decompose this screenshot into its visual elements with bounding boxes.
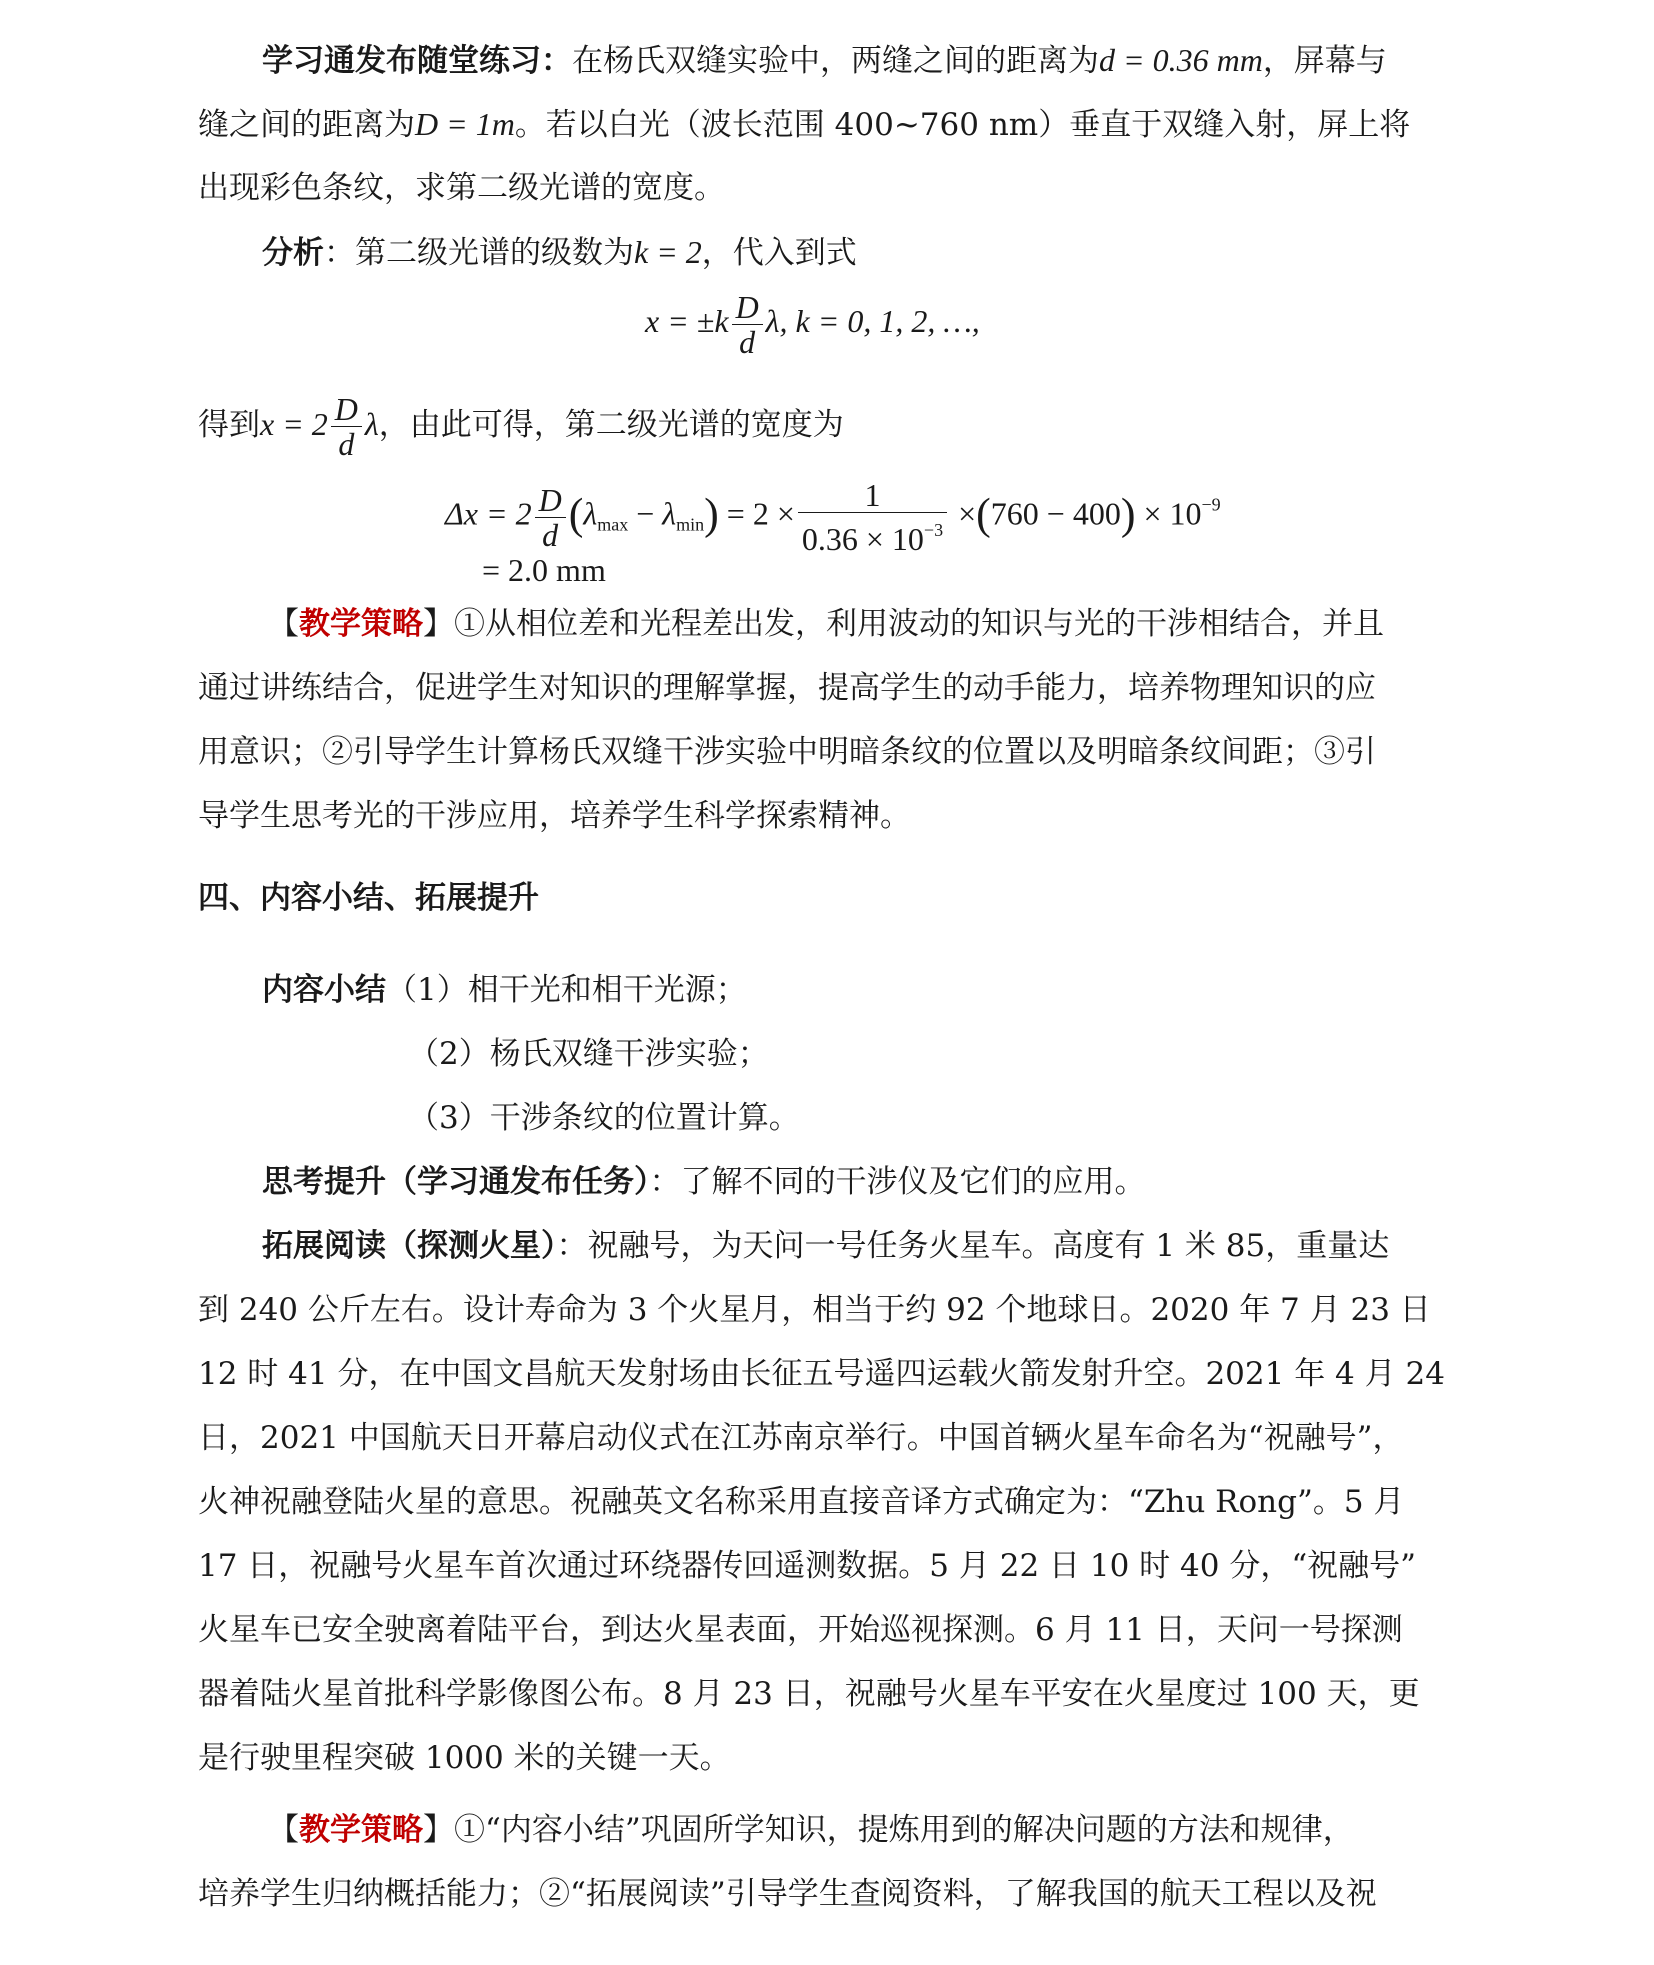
fraction-denominator: d [542, 516, 559, 553]
reading-line: 12 时 41 分，在中国文昌航天发射场由长征五号遥四运载火箭发射升空。2021 年 4 月 24 [198, 1356, 1445, 1392]
bracket: 】 [423, 1812, 454, 1848]
strategy-1-line-4: 导学生思考光的干涉应用，培养学生科学探索精神。 [198, 798, 911, 834]
fraction [798, 478, 947, 556]
strategy-2-line-2: 培养学生归纳概括能力；②“拓展阅读”引导学生查阅资料，了解我国的航天工程以及祝 [198, 1876, 1377, 1912]
reading-line: 火星车已安全驶离着陆平台，到达火星表面，开始巡视探测。6 月 11 日，天问一号探测 [198, 1612, 1403, 1648]
reading-line: 是行驶里程突破 1000 米的关键一天。 [198, 1740, 731, 1776]
fraction-numerator: D [732, 290, 763, 325]
summary-item: （1）相干光和相干光源； [386, 972, 747, 1008]
analysis-text: ，由此可得，第二级光谱的宽度为 [378, 407, 844, 443]
formula-operator: × 10 [1135, 495, 1202, 532]
thinking-label: 思考提升（学习通发布任务） [262, 1164, 650, 1200]
bracket: 【 [268, 606, 299, 642]
fraction-denominator: d [739, 324, 756, 360]
strategy-label: 教学策略 [299, 1812, 423, 1848]
formula-lhs: x = 2 [260, 406, 328, 442]
analysis-text: ：第二级光谱的级数为 [324, 235, 634, 271]
analysis-label: 分析 [262, 235, 324, 271]
exercise-line-1 [262, 40, 1387, 81]
exponent: −9 [1201, 494, 1221, 515]
lambda-min: λ [662, 495, 677, 532]
fraction-numerator: 1 [798, 478, 947, 513]
reading-line: 到 240 公斤左右。设计寿命为 3 个火星月，相当于约 92 个地球日。2020 年 7 月 23 日 [198, 1292, 1431, 1328]
order-value: k = 2 [634, 234, 702, 270]
exercise-text: ，屏幕与 [1262, 43, 1387, 79]
reading-line-1 [262, 1226, 1389, 1266]
strategy-label: 教学策略 [299, 606, 423, 642]
summary-item: （2）杨氏双缝干涉实验； [408, 1036, 769, 1072]
denominator-exponent: −3 [923, 520, 944, 540]
bracket: 【 [268, 1812, 299, 1848]
strategy-text: ①“内容小结”巩固所学知识，提炼用到的解决问题的方法和规律， [454, 1812, 1354, 1848]
subscript-max: max [597, 514, 629, 535]
screen-distance: D = 1m [415, 106, 515, 142]
formula-lhs: Δx = 2 [445, 495, 532, 532]
formula-operator: = 2 × [718, 495, 795, 532]
exercise-line-2 [198, 104, 1410, 145]
analysis-text: ，代入到式 [701, 235, 857, 271]
thinking-text: ：了解不同的干涉仪及它们的应用。 [649, 1164, 1146, 1200]
strategy-1-line-3: 用意识；②引导学生计算杨氏双缝干涉实验中明暗条纹的位置以及明暗条纹间距；③引 [198, 734, 1376, 770]
fraction-denominator: d [338, 426, 355, 462]
bracket: 】 [423, 606, 454, 642]
reading-line: 火神祝融登陆火星的意思。祝融英文名称采用直接音译方式确定为：“Zhu Rong”。5 月 [198, 1484, 1405, 1520]
analysis-line-1 [262, 232, 857, 273]
position-formula [645, 290, 980, 359]
lambda-max: λ [583, 495, 598, 532]
summary-line-1 [262, 970, 747, 1010]
fraction [535, 483, 566, 552]
exercise-text: 。若以白光（波长范围 400~760 nm）垂直于双缝入射，屏上将 [514, 107, 1411, 143]
formula-lhs: x = ±k [645, 302, 729, 339]
reading-line: 日，2021 中国航天日开幕启动仪式在江苏南京举行。中国首辆火星车命名为“祝融号”， [198, 1420, 1404, 1456]
subscript-min: min [676, 514, 705, 535]
formula-rhs: λ, k = 0, 1, 2, …, [765, 302, 980, 339]
exercise-text: 缝之间的距离为 [198, 107, 415, 143]
spectrum-width-formula: Δx = 2 $\frac{D}{d}$ $(\lambda_{max} - \lambda_{min}) = 2$ × $\frac{1}{0.36 \times 10^{-3}}$ $\times(760 - 400) \times 10^{-9}$ [445, 477, 1221, 557]
fraction-denominator [798, 513, 947, 556]
strategy-1-line-2: 通过讲练结合，促进学生对知识的理解掌握，提高学生的动手能力，培养物理知识的应 [198, 670, 1376, 706]
strategy-text: ①从相位差和光程差出发，利用波动的知识与光的干涉相结合，并且 [454, 606, 1384, 642]
reading-line: 器着陆火星首批科学影像图公布。8 月 23 日，祝融号火星车平安在火星度过 100 天，更 [198, 1676, 1420, 1712]
fraction [732, 290, 763, 359]
denominator-base: 0.36 × 10 [801, 521, 924, 557]
thinking-line [262, 1162, 1146, 1202]
fraction [331, 392, 362, 461]
spectrum-width-result: = 2.0 mm [482, 552, 606, 588]
wavelength-range: 760 − 400 [990, 495, 1121, 532]
summary-item: （3）干涉条纹的位置计算。 [408, 1100, 800, 1136]
minus-sign: − [628, 495, 663, 532]
strategy-2-line-1 [268, 1810, 1354, 1850]
analysis-line-2 [198, 392, 844, 461]
fraction-numerator: D [331, 392, 362, 427]
exercise-label: 学习通发布随堂练习： [262, 43, 572, 79]
slit-distance: d = 0.36 mm [1099, 42, 1263, 78]
formula-operator: × [950, 495, 977, 532]
summary-label: 内容小结 [262, 972, 386, 1008]
reading-label: 拓展阅读（探测火星） [262, 1228, 557, 1264]
reading-text: ：祝融号，为天问一号任务火星车。高度有 1 米 85，重量达 [556, 1228, 1390, 1264]
exercise-line-3: 出现彩色条纹，求第二级光谱的宽度。 [198, 170, 725, 206]
fraction-numerator: D [535, 483, 566, 518]
analysis-text: 得到 [198, 407, 260, 443]
section-heading: 四、内容小结、拓展提升 [198, 880, 539, 916]
formula-rhs: λ [364, 406, 379, 442]
reading-line: 17 日，祝融号火星车首次通过环绕器传回遥测数据。5 月 22 日 10 时 40 分，“祝融号” [198, 1548, 1417, 1584]
strategy-1-line-1 [268, 604, 1384, 644]
exercise-text: 在杨氏双缝实验中，两缝之间的距离为 [572, 43, 1099, 79]
